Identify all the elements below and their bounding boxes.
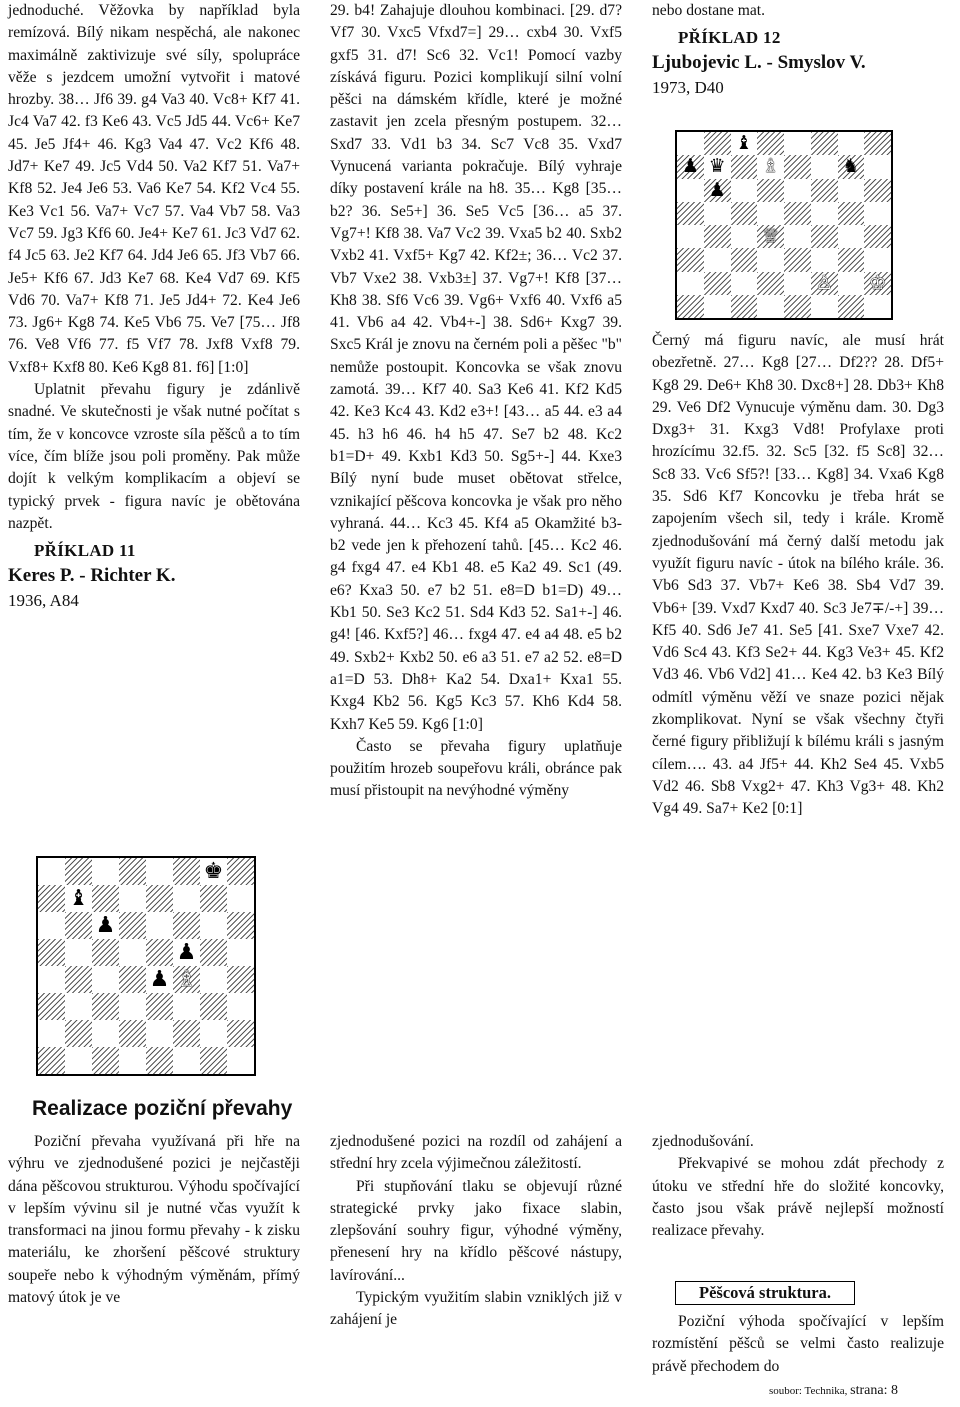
square: [92, 858, 119, 885]
square: [38, 1047, 65, 1074]
square: [811, 225, 838, 248]
square: [838, 225, 865, 248]
square: [731, 248, 758, 271]
square: [119, 912, 146, 939]
square: [731, 155, 758, 178]
square: [811, 272, 838, 295]
square: [146, 1047, 173, 1074]
square: [864, 132, 891, 155]
column-3-analysis: [652, 330, 944, 821]
square: [65, 885, 92, 912]
square: [227, 966, 254, 993]
square: [173, 966, 200, 993]
square: [757, 248, 784, 271]
square: [119, 966, 146, 993]
black-pawn-icon: ♟: [708, 178, 726, 201]
square: [704, 248, 731, 271]
square: [200, 1020, 227, 1047]
chess-diagram-example-12: [675, 130, 893, 320]
white-pawn-icon: ♙: [815, 271, 833, 294]
square: [200, 966, 227, 993]
square: [227, 858, 254, 885]
square: [227, 1047, 254, 1074]
column-2: [330, 0, 622, 803]
square: [173, 885, 200, 912]
column-2-bottom: [330, 1131, 622, 1332]
square: [704, 202, 731, 225]
square: [704, 155, 731, 178]
black-pawn-icon: ♟: [149, 966, 170, 992]
square: [227, 1020, 254, 1047]
square: [784, 179, 811, 202]
square: [864, 272, 891, 295]
example-11-sub: 1936, A84: [8, 591, 79, 611]
square: [784, 248, 811, 271]
square: [92, 885, 119, 912]
square: [864, 248, 891, 271]
square: [38, 885, 65, 912]
black-queen-icon: ♛: [708, 155, 726, 178]
square: [38, 993, 65, 1020]
white-bishop-icon: ♗: [176, 966, 197, 992]
column-3-bottom: [652, 1131, 944, 1242]
square: [811, 295, 838, 318]
white-king-icon: ♔: [869, 271, 887, 294]
square: [731, 272, 758, 295]
square: [704, 225, 731, 248]
square: [864, 225, 891, 248]
square: [119, 858, 146, 885]
square: [65, 1020, 92, 1047]
square: [838, 179, 865, 202]
game-notation-example-12: Černý má figuru navíc, ale musí hrát obezřetně. 27… Kg8 [27… Df2?? 28. Df5+ Kg8 29. De6+ Kh8 30. Dxc8+] 28. Db3+ Kh8 29. Ve6 Df2 Vynucuje výměnu dam. 30. Dg3 Dxg3+ 31. Kxg3 Vd8! Profylaxe proti hrozícímu 32.f5. 32. Sc5 [32. f5 Sc8] 32… Sc8 33. Vc6 Sf5?! [33… Kg8] 34. Vxa6 Kg8 35. Sd6 Kf7 Koncovku je třeba hrát se zapojením všech sil, tedy i krále. Kromě zjednodušování má černý další metodu jak využít figuru navíc - útok na bílého krále. 36. Vb6 Sd3 37. Vb7+ Ke6 38. Sb4 Vd7 39. Vb6+ [39. Vxd7 Kxd7 40. Sc3 Je7∓/-+] 39… Kf5 40. Sd6 Je7 41. Se5 [41. Sxe7 Vxe7 42. Vd6 Sc4 43. Kf3 Se2+ 44. Kg3 Ve3+ 45. Kf2 Vd3 46. Vb6 Vd2] 41… Ke4 42. b3 Ke3 Bílý odmítl výměnu věží ve snaze pozici nějak zkomplikovat. Nyní se však všechny čtyři černé figury přibližují k bílému králi s jasným cílem…. 43. a4 Jf5+ 44. Kh2 Se4 45. Vxb5 Vd2 46. Sb8 Vxg2+ 47. Kh3 Vg3+ 48. Kh2 Vg4 49. Sa7+ Ke2 [0:1]: [652, 332, 944, 818]
square: [146, 993, 173, 1020]
square: [811, 132, 838, 155]
square: [146, 966, 173, 993]
square: [838, 132, 865, 155]
game-notation-example-11: 29. b4! Zahajuje dlouhou kombinaci. [29. d7? Vf7 30. Vxc5 Vfxd7=] 29… cxb4 30. Vxf5 gxf5 31. d7! Sc6 32. Vc1! Pomocí vazby získává figuru. Pozici komplikují silní volní pěšci na dámském křídle, které je možné zastavit jen zcela přesným postupem. 32… Sxd7 33. Vd1 b3 34. Sc7 Vc8 35. Vxd7 Vynucená varianta pokračuje. Bílý vyhraje díky postavení krále na h8. 35… Kg8 [35… b2? 36. Se5+] 36. Se5 Vc5 [36… a5 37. Vg7+! Kf8 38. Va7 Vc2 39. Vxa5 b2 40. Sxb2 Vxb2 41. Vxf5+ Kg7 42. Kf2±; 36… Vc2 37. Vb7 Vxe2 38. Vxb3±] 37. Vg7+! Kf8 [37… Kh8 38. Sf6 Vc6 39. Vg6+ Vxf6 40. Vxf6 a5 41. Vb6 a4 42. Vb4+-] 38. Sd6+ Kxg7 39. Sxc5 Král je znovu na černém poli a pěšec "b" nemůže postoupit. Koncovka se však znovu zamotá. 39… Kf7 40. Sa3 Ke6 41. Kf2 Kd5 42. Ke3 Kc4 43. Kd2 e3+! [43… a5 44. e3 a4 45. h3 h6 46. h4 h5 47. Se7 b2 48. Kc2 b1=D+ 49. Kxb1 Kd3 50. Sg5+-] 44. Kxe3 Bílý nyní bude muset obětovat střelce, vznikající pěšcova koncovka je však pro něho vyhraná. 44… Kc3 45. Kf4 a5 Okamžité b3-b2 vede jen k přehození tahů. [45… Kc2 46. g4 fxg4 47. e4 Kb1 48. e5 Ka2 49. Sc1 (49. e6? Kxa3 50. e7 b2 51. e8=D b1=D) 49… Kb1 50. Se3 Kc2 51. Sd4 Kd3 52. Sa1+-] 46. g4! [46. Kxf5?] 46… fxg4 47. e4 a4 48. e5 b2 49. Sxb2+ Kxb2 50. e6 a3 51. e7 a2 52. e8=D a1=D 53. Dh8+ Ka2 54. Dxa1+ Kxa1 55. Kxg4 Kb2 56. Kg5 Kc3 57. Kh6 Kd4 58. Kxh7 Ke5 59. Kg6 [1:0]: [330, 2, 622, 733]
square: [146, 885, 173, 912]
square: [838, 202, 865, 225]
example-11-game: Keres P. - Richter K.: [8, 565, 176, 587]
page-number: strana: 8: [850, 1383, 898, 1398]
square: [173, 912, 200, 939]
square: [784, 295, 811, 318]
square: [757, 155, 784, 178]
square: [119, 885, 146, 912]
square: [838, 295, 865, 318]
square: [38, 912, 65, 939]
square: [784, 202, 811, 225]
square: [38, 966, 65, 993]
black-pawn-icon: ♟: [176, 939, 197, 965]
square: [784, 225, 811, 248]
square: [200, 912, 227, 939]
square: [173, 1020, 200, 1047]
square: [784, 272, 811, 295]
square: [173, 858, 200, 885]
example-12-game: Ljubojevic L. - Smyslov V.: [652, 52, 866, 74]
square: [146, 939, 173, 966]
square: [757, 179, 784, 202]
paragraph-pawn-advantage: Poziční výhoda spočívající v lepším rozmístění pěšců se velmi často realizuje právě přechodem do: [652, 1313, 944, 1375]
white-bishop-icon: ♗: [762, 155, 780, 178]
column-1: [8, 0, 300, 613]
page-footer: [769, 1383, 898, 1399]
square: [757, 202, 784, 225]
square: [119, 939, 146, 966]
square: [704, 295, 731, 318]
black-pawn-icon: ♟: [681, 155, 699, 178]
square: [38, 939, 65, 966]
text-continued: nebo dostane mat.: [652, 2, 766, 19]
paragraph-figure-advantage: Uplatnit převahu figury je zdánlivě snadné. Ve skutečnosti je však nutné počítat s tím, že v koncovce vzroste síla pěšců a to tím více, čím blíže jsou poli proměny. Pak může dojít k velkým komplikacím a objeví se typický prvek - figura navíc je obětována nazpět.: [8, 381, 300, 532]
square: [92, 966, 119, 993]
example-12-heading: PŘÍKLAD 12: [678, 28, 781, 48]
section-title-positional: Realizace poziční převahy: [32, 1097, 293, 1120]
square: [227, 885, 254, 912]
chessboard: [675, 130, 893, 320]
square: [864, 295, 891, 318]
square: [811, 202, 838, 225]
square: [677, 202, 704, 225]
square: [227, 912, 254, 939]
square: [200, 939, 227, 966]
square: [92, 1047, 119, 1074]
black-pawn-icon: ♟: [95, 912, 116, 938]
square: [65, 993, 92, 1020]
square: [864, 202, 891, 225]
square: [146, 912, 173, 939]
square: [731, 202, 758, 225]
square: [677, 248, 704, 271]
square: [173, 993, 200, 1020]
paragraph-transitions: Překvapivé se mohou zdát přechody z útoku ve střední hře do složité koncovky, často jsou však právě nejlepší možností realizace převahy.: [652, 1155, 944, 1240]
white-queen-icon: ♕: [762, 225, 780, 248]
square: [65, 966, 92, 993]
example-12-sub: 1973, D40: [652, 78, 724, 98]
column-3: [652, 0, 944, 100]
square: [119, 1020, 146, 1047]
square: [784, 155, 811, 178]
square: [704, 179, 731, 202]
paragraph-king-threats: Často se převaha figury uplatňuje použitím hrozeb soupeřovu králi, obránce pak musí přistoupit na nevýhodné výměny: [330, 737, 622, 800]
column-1-bottom: [8, 1131, 300, 1309]
square: [677, 155, 704, 178]
square: [92, 1020, 119, 1047]
square: [677, 225, 704, 248]
square: [677, 295, 704, 318]
square: [731, 225, 758, 248]
square: [200, 885, 227, 912]
square: [757, 225, 784, 248]
square: [704, 272, 731, 295]
black-bishop-icon: ♝: [68, 885, 89, 911]
game-notation-continued: jednoduché. Věžovka by například byla remízová. Bílý nikam nespěchá, ale nakonec maximálně zaktivizuje své síly, spolupráce věže s jezdcem umožní vytvořit i matové hrozby. 38… Jf6 39. g4 Va3 40. Vc8+ Kf7 41. Jc4 Va7 42. f3 Ke6 43. Vc5 Jd5 44. Vc6+ Ke7 45. Je5 Jf4+ 46. Kg3 Va4 47. Vc2 Kf6 48. Jd7+ Ke7 49. Jc5 Vd4 50. Va2 Kf7 51. Va7+ Kf8 52. Je4 Je6 53. Va6 Ke7 54. Kf2 Vc4 55. Ke3 Vc1 56. Va7+ Vc7 57. Va4 Vb7 58. Va3 Vc7 59. Jg3 Kf6 60. Je4+ Ke7 61. Jc3 Vd7 62. f4 Jc5 63. Je2 Kf7 64. Jd4 Je6 65. Jf3 Vb7 66. Je5+ Kf6 67. Jd3 Ke7 68. Ke4 Vd7 69. Kf5 Vd6 70. Va7+ Kf8 71. Je5 Jd4+ 72. Ke4 Je6 73. Jg6+ Kg8 74. Ke5 Vb6 75. Ve7 [75… Jf8 76. Ve8 Vf6 77. f5 Vf7 78. Jxf8 Vxf8 79. Vxf8+ Kxf8 80. Ke6 Kg8 81. f6] [1:0]: [8, 2, 300, 376]
square: [92, 993, 119, 1020]
black-bishop-icon: ♝: [735, 132, 753, 155]
footer-source: soubor: Technika,: [768, 1385, 848, 1397]
square: [677, 132, 704, 155]
square: [704, 132, 731, 155]
square: [38, 858, 65, 885]
square: [784, 132, 811, 155]
square: [677, 179, 704, 202]
paragraph-positional-advantage: Poziční převaha využívaná při hře na výhru ve zjednodušené pozici je nejčastěji dána pěšcovou strukturou. Výhodu spočívající v lepším vývinu sil je nutné včas využít k transformaci na jinou formu převahy - k zisku materiálu, ke zhoršení pěšcové struktury soupeře nebo k výhodným výměnám, přímý matový útok je ve: [8, 1133, 300, 1307]
square: [838, 155, 865, 178]
square: [200, 1047, 227, 1074]
square: [65, 939, 92, 966]
square: [119, 993, 146, 1020]
square: [227, 939, 254, 966]
square: [92, 939, 119, 966]
square: [757, 272, 784, 295]
square: [92, 912, 119, 939]
text-simplification: zjednodušování.: [652, 1133, 754, 1150]
square: [200, 858, 227, 885]
square: [864, 179, 891, 202]
square: [811, 179, 838, 202]
square: [757, 295, 784, 318]
example-11-heading: PŘÍKLAD 11: [34, 541, 136, 561]
square: [838, 272, 865, 295]
square: [65, 912, 92, 939]
paragraph-simplified-position: zjednodušené pozici na rozdíl od zahájení a střední hry zcela výjimečnou záležitostí.: [330, 1133, 622, 1173]
square: [864, 155, 891, 178]
square: [38, 1020, 65, 1047]
square: [811, 248, 838, 271]
square: [146, 1020, 173, 1047]
square: [731, 295, 758, 318]
square: [173, 1047, 200, 1074]
section-title-pawn-structure: Pěšcová struktura.: [675, 1281, 855, 1305]
square: [119, 1047, 146, 1074]
square: [677, 272, 704, 295]
square: [173, 939, 200, 966]
square: [838, 248, 865, 271]
square: [731, 132, 758, 155]
square: [811, 155, 838, 178]
paragraph-pressure: Při stupňování tlaku se objevují různé strategické prvky jako fixace slabin, zlepšování souhry figur, výhodné výměny, přenesení hry na křídlo pěšcové nástupy, lavírování...: [330, 1177, 622, 1284]
square: [65, 1047, 92, 1074]
paragraph-weaknesses: Typickým využitím slabin vzniklých již v zahájení je: [330, 1289, 622, 1329]
square: [731, 179, 758, 202]
square: [757, 132, 784, 155]
chessboard: [36, 856, 256, 1076]
square: [200, 993, 227, 1020]
square: [146, 858, 173, 885]
column-3-pawn-para: [652, 1311, 944, 1378]
black-king-icon: ♚: [203, 858, 224, 884]
chess-diagram-example-11: [36, 856, 256, 1076]
square: [65, 858, 92, 885]
black-knight-icon: ♞: [842, 155, 860, 178]
square: [227, 993, 254, 1020]
